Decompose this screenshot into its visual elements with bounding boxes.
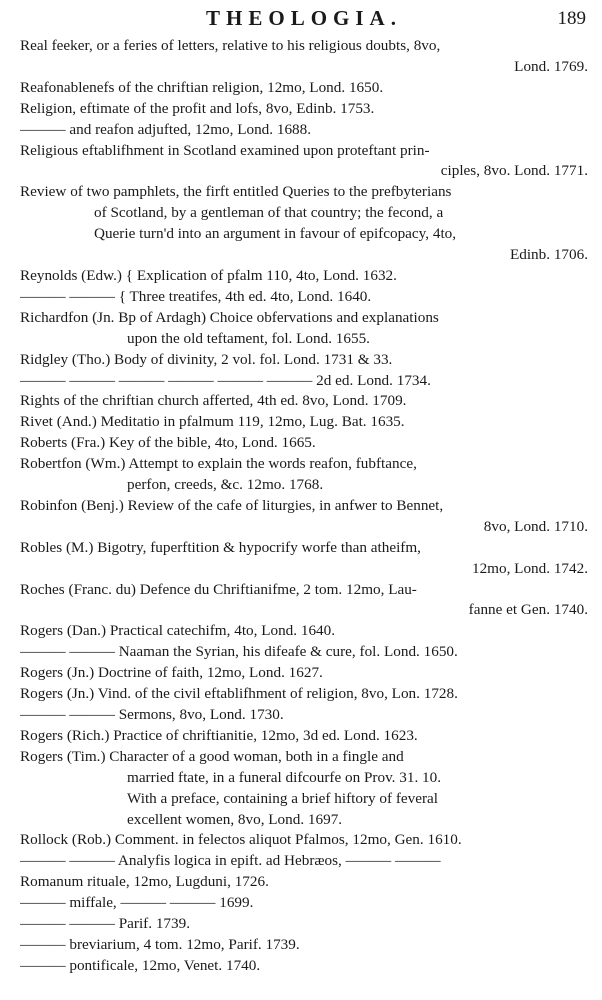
entry-continuation-line: of Scotland, by a gentleman of that country; the fecond, a: [94, 204, 444, 222]
entry-line: Robertfon (Wm.) Attempt to explain the words reafon, fubftance,: [20, 455, 417, 473]
entry-line: Review of two pamphlets, the firft entitled Queries to the prefbyterians: [20, 183, 452, 201]
bibliography-entry: [20, 956, 588, 977]
bibliography-entry: [20, 182, 588, 266]
bibliography-entry: [20, 580, 588, 622]
bibliography-entry: [20, 747, 588, 831]
entry-continuation-line: Lond. 1769.: [514, 57, 588, 75]
entry-continuation-line: married ftate, in a funeral difcourfe on Prov. 31. 10.: [127, 768, 442, 786]
entry-line: ——— ——— Analyfis logica in epift. ad Hebræos, ——— ———: [20, 852, 441, 870]
entry-continuation-line: Querie turn'd into an argument in favour of epifcopacy, 4to,: [94, 225, 457, 243]
bibliography-list: [20, 36, 588, 977]
bibliography-entry: [20, 496, 588, 538]
entry-continuation-line: excellent women, 8vo, Lond. 1697.: [127, 810, 343, 828]
entry-line: Religious eftablifhment in Scotland examined upon proteftant prin-: [20, 141, 430, 159]
entry-line: Rogers (Dan.) Practical catechifm, 4to, Lond. 1640.: [20, 622, 336, 640]
entry-line: Rogers (Jn.) Doctrine of faith, 12mo, Lond. 1627.: [20, 664, 323, 682]
entry-line: Rights of the chriftian church afferted, 4th ed. 8vo, Lond. 1709.: [20, 392, 407, 410]
entry-line: Rollock (Rob.) Comment. in felectos aliquot Pfalmos, 12mo, Gen. 1610.: [20, 831, 462, 849]
entry-line: Richardfon (Jn. Bp of Ardagh) Choice obfervations and explanations: [20, 308, 439, 326]
bibliography-entry: [20, 851, 588, 872]
entry-continuation-line: 8vo, Lond. 1710.: [483, 517, 588, 535]
entry-line: Reynolds (Edw.) { Explication of pfalm 110, 4to, Lond. 1632.: [20, 266, 397, 284]
bibliography-entry: [20, 433, 588, 454]
bibliography-entry: [20, 308, 588, 350]
entry-continuation-line: perfon, creeds, &c. 12mo. 1768.: [127, 476, 324, 494]
entry-continuation-line: ciples, 8vo. Lond. 1771.: [440, 162, 588, 180]
running-header: [20, 0, 588, 36]
bibliography-entry: [20, 412, 588, 433]
bibliography-entry: [20, 642, 588, 663]
entry-line: ——— pontificale, 12mo, Venet. 1740.: [20, 956, 261, 974]
entry-line: Rivet (And.) Meditatio in pfalmum 119, 12mo, Lug. Bat. 1635.: [20, 413, 405, 431]
entry-line: Rogers (Jn.) Vind. of the civil eftablifhment of religion, 8vo, Lon. 1728.: [20, 685, 458, 703]
bibliography-entry: [20, 120, 588, 141]
entry-continuation-line: fanne et Gen. 1740.: [468, 601, 588, 619]
bibliography-entry: [20, 621, 588, 642]
bibliography-entry: [20, 99, 588, 120]
page-number: 189: [557, 8, 586, 29]
bibliography-entry: [20, 371, 588, 392]
entry-line: ——— ——— Naaman the Syrian, his difeafe & cure, fol. Lond. 1650.: [20, 643, 458, 661]
entry-line: ——— breviarium, 4 tom. 12mo, Parif. 1739.: [20, 935, 300, 953]
entry-line: Roches (Franc. du) Defence du Chriftianifme, 2 tom. 12mo, Lau-: [20, 580, 417, 598]
bibliography-entry: [20, 935, 588, 956]
entry-line: Reafonablenefs of the chriftian religion, 12mo, Lond. 1650.: [20, 78, 384, 96]
entry-line: Rogers (Tim.) Character of a good woman, both in a fingle and: [20, 747, 404, 765]
entry-line: Rogers (Rich.) Practice of chriftianitie, 12mo, 3d ed. Lond. 1623.: [20, 726, 418, 744]
entry-continuation-line: 12mo, Lond. 1742.: [471, 559, 588, 577]
entry-line: Robinfon (Benj.) Review of the cafe of liturgies, in anfwer to Bennet,: [20, 496, 444, 514]
bibliography-entry: [20, 391, 588, 412]
entry-line: ——— ——— { Three treatifes, 4th ed. 4to, Lond. 1640.: [20, 287, 372, 305]
bibliography-entry: [20, 684, 588, 705]
bibliography-entry: [20, 538, 588, 580]
entry-continuation-line: Edinb. 1706.: [509, 246, 588, 264]
entry-line: ——— and reafon adjufted, 12mo, Lond. 1688.: [20, 120, 312, 138]
bibliography-entry: [20, 266, 588, 287]
entry-continuation-line: upon the old teftament, fol. Lond. 1655.: [127, 329, 370, 347]
bibliography-entry: [20, 914, 588, 935]
entry-line: Ridgley (Tho.) Body of divinity, 2 vol. fol. Lond. 1731 & 33.: [20, 350, 393, 368]
running-title: THEOLOGIA.: [206, 6, 402, 30]
bibliography-entry: [20, 350, 588, 371]
bibliography-entry: [20, 78, 588, 99]
bibliography-entry: [20, 454, 588, 496]
entry-line: Robles (M.) Bigotry, fuperftition & hypocrify worfe than atheifm,: [20, 538, 421, 556]
entry-continuation-line: With a preface, containing a brief hiftory of feveral: [127, 789, 439, 807]
bibliography-entry: [20, 726, 588, 747]
entry-line: Romanum rituale, 12mo, Lugduni, 1726.: [20, 873, 269, 891]
bibliography-entry: [20, 36, 588, 78]
entry-line: Religion, eftimate of the profit and lofs, 8vo, Edinb. 1753.: [20, 99, 375, 117]
entry-line: ——— ——— Sermons, 8vo, Lond. 1730.: [20, 706, 284, 723]
bibliography-entry: [20, 893, 588, 914]
bibliography-entry: [20, 287, 588, 308]
entry-line: ——— ——— ——— ——— ——— ——— 2d ed. Lond. 1734.: [20, 371, 431, 389]
entry-line: Roberts (Fra.) Key of the bible, 4to, Lond. 1665.: [20, 434, 316, 452]
bibliography-entry: [20, 705, 588, 726]
bibliography-entry: [20, 872, 588, 893]
bibliography-entry: [20, 141, 588, 183]
entry-line: ——— ——— Parif. 1739.: [20, 915, 191, 933]
entry-line: ——— miffale, ——— ——— 1699.: [20, 894, 254, 912]
bibliography-entry: [20, 830, 588, 851]
bibliography-entry: [20, 663, 588, 684]
entry-line: Real feeker, or a feries of letters, relative to his religious doubts, 8vo,: [20, 37, 441, 54]
